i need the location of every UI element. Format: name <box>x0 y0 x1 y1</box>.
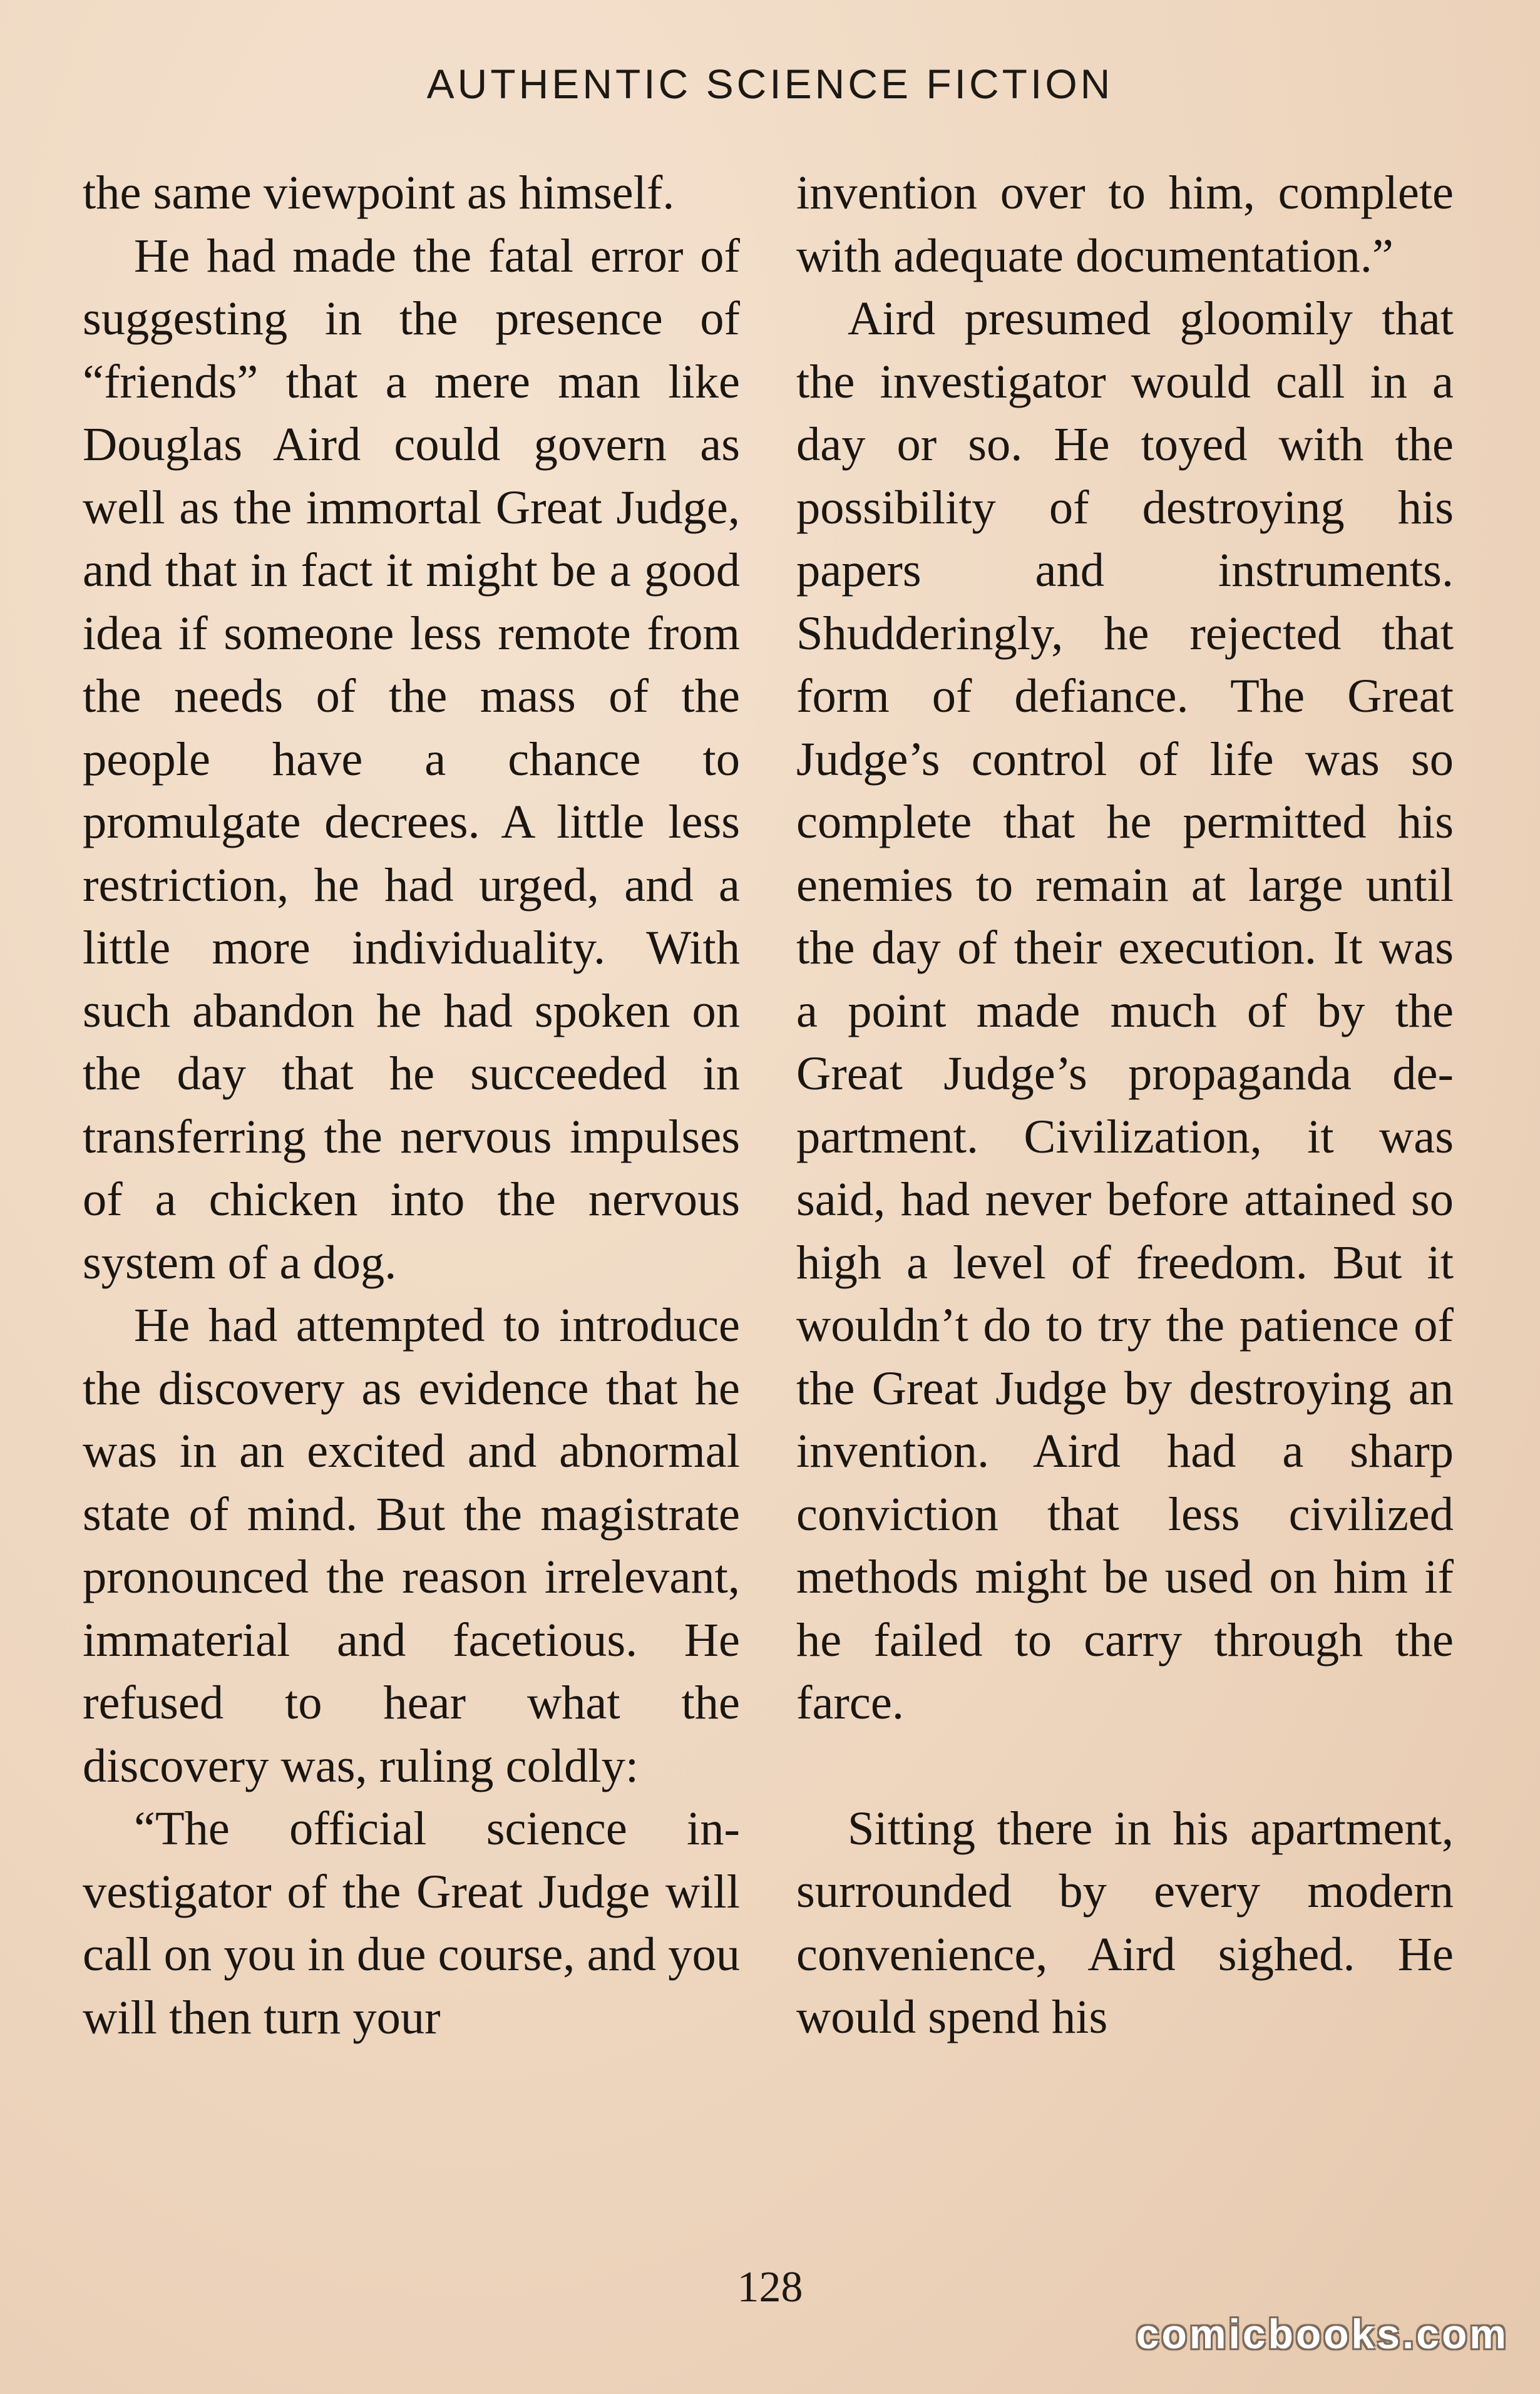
right-text-column <box>796 162 1454 2049</box>
paragraph: the same viewpoint as himself. <box>83 166 675 219</box>
running-head: AUTHENTIC SCIENCE FICTION <box>426 61 1114 107</box>
paragraph: He had attempted to introduce the discovery as evidence that he was in an excited and abnormal state of mind. But the magistrate pronounced the reason irrelevant, immaterial and facetious. He refused to hear what the discovery was, ruling coldly: <box>83 1298 740 1792</box>
paragraph: “The official science investigator of the Great Judge will call on you in due course, and you will then turn your <box>83 1802 740 2044</box>
page-number: 128 <box>737 2263 803 2311</box>
watermark: comicbooks.com <box>1136 2311 1509 2357</box>
left-text-column <box>83 162 740 2049</box>
paragraph: invention over to him, complete with adequate documentation.” <box>796 166 1454 282</box>
paragraph: He had made the fatal error of suggesting in the presence of “friends” that a mere man like Douglas Aird could govern as well as the immortal Great Judge, and that in fact it might be a good idea if someone less remote from the needs of the mass of the people have a chance to promulgate decrees. A little less restriction, he had urged, and a little more individuality. With such abandon he had spoken on the day that he succeeded in transferring the nervous impulses of a chicken into the nervous system of a dog. <box>83 229 740 1289</box>
paragraph: Sitting there in his apartment, surrounded by every modern convenience, Aird sighed. He would spend his <box>796 1801 1454 2043</box>
paragraph: Aird presumed gloomily that the investigator would call in a day or so. He toyed with the possibility of destroying his papers and instruments. Shudderingly, he rejected that form of defiance. The Great Judge’s control of life was so complete that he permitted his enemies to remain at large until the day of their execution. It was a point made much of by the Great Judge’s propaganda department. Civilization, it was said, had never before attained so high a level of freedom. But it wouldn’t do to try the patience of the Great Judge by destroying an invention. Aird had a sharp conviction that less civilized methods might be used on him if he failed to carry through the farce. <box>796 292 1454 1729</box>
